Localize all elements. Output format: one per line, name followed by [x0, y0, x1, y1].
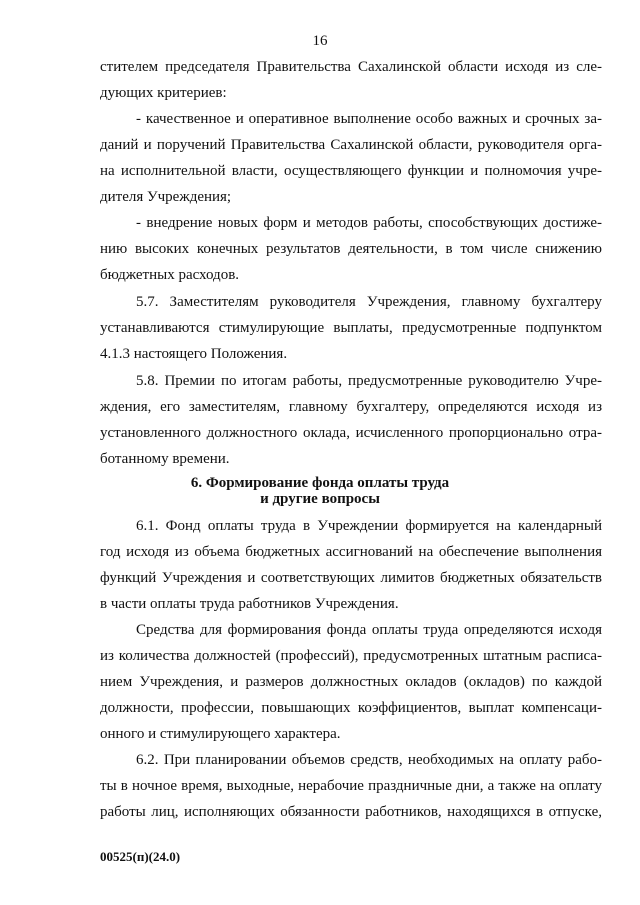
text-line: Средства для формирования фонда оплаты труда определяются исходя [136, 622, 602, 638]
text-line: нием Учреждения, и размеров должностных окладов (окладов) по каждой [100, 674, 602, 690]
text-line: бюджетных расходов. [100, 267, 240, 283]
text-line: из количества должностей (профессий), предусмотренных штатным расписа- [100, 648, 602, 664]
text-line: - внедрение новых форм и методов работы, способствующих достиже- [136, 215, 602, 231]
text-line: установленного должностного оклада, исчисленного пропорционально отра- [100, 425, 602, 441]
section-heading: и другие вопросы [260, 491, 380, 507]
text-line: 6.1. Фонд оплаты труда в Учреждении формируется на календарный [136, 518, 602, 534]
text-line: должности, профессии, повышающих коэффициентов, выплат компенсаци- [100, 700, 602, 716]
text-line: в части оплаты труда работников Учреждения. [100, 596, 399, 612]
text-line: ждения, его заместителям, главному бухгалтеру, определяются исходя из [100, 399, 602, 415]
page-number: 16 [312, 33, 328, 49]
text-line: устанавливаются стимулирующие выплаты, предусмотренные подпунктом [100, 320, 602, 336]
text-line: дителя Учреждения; [100, 189, 232, 205]
text-line: нию высоких конечных результатов деятельности, в том числе снижению [100, 241, 602, 257]
text-line: стителем председателя Правительства Сахалинской области исходя из сле- [100, 59, 602, 75]
document-code: 00525(п)(24.0) [100, 849, 181, 864]
text-line: год исходя из объема бюджетных ассигнований на обеспечение выполнения [100, 544, 602, 560]
text-line: 5.8. Премии по итогам работы, предусмотренные руководителю Учре- [136, 373, 602, 389]
text-line: ты в ночное время, выходные, нерабочие праздничные дни, а также на оплату [100, 778, 602, 794]
text-line: работы лиц, исполняющих обязанности работников, находящихся в отпуске, [100, 804, 602, 820]
text-line: дующих критериев: [100, 85, 227, 101]
text-line: даний и поручений Правительства Сахалинской области, руководителя орга- [100, 137, 602, 153]
text-line: - качественное и оперативное выполнение особо важных и срочных за- [136, 111, 602, 127]
text-line: онного и стимулирующего характера. [100, 726, 341, 742]
section-heading: 6. Формирование фонда оплаты труда [190, 475, 450, 491]
text-line: функций Учреждения и соответствующих лимитов бюджетных обязательств [100, 570, 602, 586]
text-line: на исполнительной власти, осуществляющего функции и полномочия учре- [100, 163, 602, 179]
text-line: ботанному времени. [100, 451, 230, 467]
text-line: 6.2. При планировании объемов средств, необходимых на оплату рабо- [136, 752, 602, 768]
text-line: 5.7. Заместителям руководителя Учреждения, главному бухгалтеру [136, 294, 602, 310]
text-line: 4.1.3 настоящего Положения. [100, 346, 288, 362]
